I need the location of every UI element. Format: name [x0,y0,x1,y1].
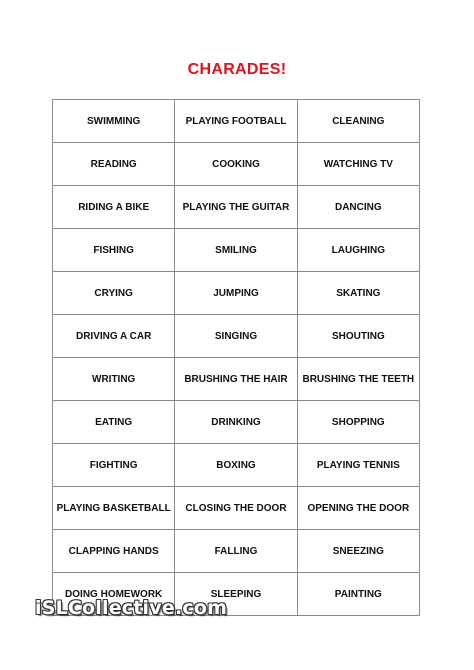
table-cell: BOXING [175,444,297,487]
table-cell: SINGING [175,315,297,358]
table-cell: BRUSHING THE TEETH [297,358,419,401]
table-cell: SNEEZING [297,530,419,573]
table-cell: SMILING [175,229,297,272]
table-cell: PLAYING THE GUITAR [175,186,297,229]
table-cell: SHOUTING [297,315,419,358]
table-cell: READING [53,143,175,186]
table-cell: EATING [53,401,175,444]
table-row [53,401,420,444]
table-cell: WATCHING TV [297,143,419,186]
table-cell: SWIMMING [53,100,175,143]
table-cell: CRYING [53,272,175,315]
table-cell: COOKING [175,143,297,186]
watermark-logo: iSLCollective.com [35,597,228,619]
table-cell: CLAPPING HANDS [53,530,175,573]
table-cell: PLAYING FOOTBALL [175,100,297,143]
table-cell: CLOSING THE DOOR [175,487,297,530]
table-cell: DRIVING A CAR [53,315,175,358]
table-cell: DRINKING [175,401,297,444]
table-cell: FALLING [175,530,297,573]
table-row [53,358,420,401]
table-row [53,487,420,530]
table-cell: SHOPPING [297,401,419,444]
table-cell: SKATING [297,272,419,315]
table-cell: OPENING THE DOOR [297,487,419,530]
table-cell: JUMPING [175,272,297,315]
table-cell: FIGHTING [53,444,175,487]
table-cell: FISHING [53,229,175,272]
table-cell: CLEANING [297,100,419,143]
charades-table [52,99,420,616]
table-cell: BRUSHING THE HAIR [175,358,297,401]
table-cell: PLAYING TENNIS [297,444,419,487]
table-cell: LAUGHING [297,229,419,272]
table-row [53,315,420,358]
table-cell: SLEEPING [175,573,297,616]
table-row [53,272,420,315]
table-cell: DANCING [297,186,419,229]
table-row [53,143,420,186]
table-cell: WRITING [53,358,175,401]
table-cell: RIDING A BIKE [53,186,175,229]
table-row [53,186,420,229]
table-cell: PAINTING [297,573,419,616]
table-row [53,100,420,143]
table-row [53,530,420,573]
table-row [53,229,420,272]
table-cell: PLAYING BASKETBALL [53,487,175,530]
table-row [53,444,420,487]
table-cell: DOING HOMEWORK [53,573,175,616]
page-title: CHARADES! [187,61,287,78]
